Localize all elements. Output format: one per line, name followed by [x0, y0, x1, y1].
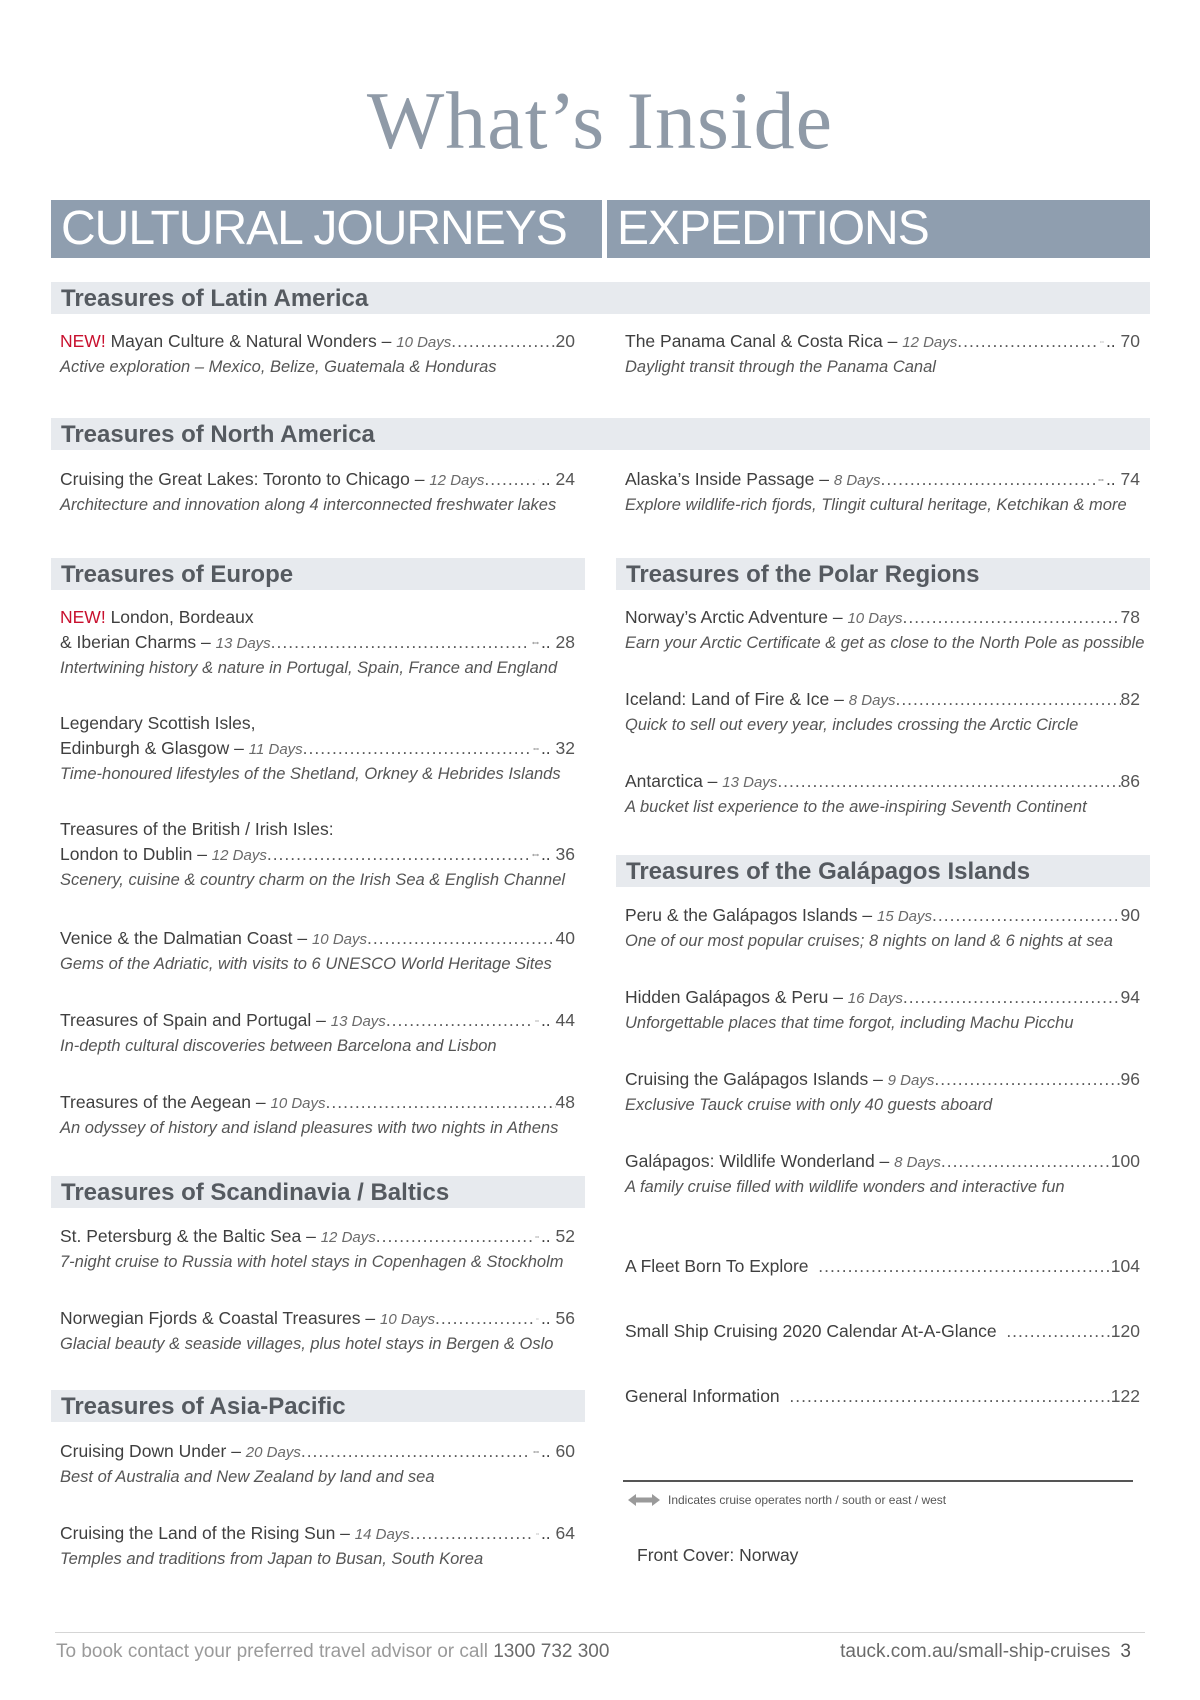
cruise-description: Scenery, cuisine & country charm on the Irish Sea & English Channel — [60, 871, 566, 889]
cruise-description: Unforgettable places that time forgot, including Machu Picchu — [625, 1014, 1074, 1032]
double-arrow-icon — [536, 1313, 539, 1325]
leader-dots — [881, 467, 1097, 492]
cruise-name: Iceland: Land of Fire & Ice — [625, 689, 830, 709]
cruise-description: Best of Australia and New Zealand by land and sea — [60, 1468, 435, 1486]
cruise-name-line1: Treasures of the British / Irish Isles: — [60, 819, 334, 839]
section-europe: Treasures of Europe — [51, 558, 585, 590]
cruise-name: St. Petersburg & the Baltic Sea — [60, 1226, 302, 1246]
double-arrow-icon — [533, 743, 539, 755]
page-number: 20 — [555, 331, 575, 351]
cruise-name: Hidden Galápagos & Peru — [625, 987, 829, 1007]
entry-scottish-isles[interactable]: Legendary Scottish Isles, Edinburgh & Glasgow – 11 Days ..... .. 32 Time-honoured lifestyles of the Shetland, Orkney & Hebrides Islands — [60, 711, 575, 786]
cruise-days: 10 Days — [270, 1095, 326, 1112]
cruise-description: Exclusive Tauck cruise with only 40 guests aboard — [625, 1096, 993, 1114]
footer-phone[interactable]: 1300 732 300 — [493, 1641, 610, 1662]
cruise-days: 10 Days — [847, 610, 903, 627]
page-number: 28 — [555, 632, 575, 652]
leader-dots — [386, 1008, 533, 1033]
leader-dots — [777, 769, 1120, 794]
page-number: 48 — [555, 1092, 575, 1112]
leader-dots — [367, 926, 556, 951]
divider — [623, 1480, 1133, 1482]
cruise-name: Norway’s Arctic Adventure — [625, 607, 828, 627]
footer-right — [840, 1641, 1131, 1663]
cruise-description: Daylight transit through the Panama Canal — [625, 358, 936, 376]
section-name: Small Ship Cruising 2020 Calendar At-A-Glance — [625, 1321, 997, 1341]
double-arrow-icon — [628, 1494, 660, 1506]
entry-norwegian-fjords[interactable]: Norwegian Fjords & Coastal Treasures – 10 Days ..... .. 56 Glacial beauty & seaside villages, plus hotel stays in Bergen & Oslo — [60, 1306, 575, 1356]
cruise-days: 13 Days — [215, 635, 271, 652]
double-arrow-icon — [1100, 336, 1104, 348]
footer-contact-text: To book contact your preferred travel advisor or call — [56, 1641, 488, 1662]
entry-peru-galapagos[interactable]: Peru & the Galápagos Islands – 15 Days ..... 90 One of our most popular cruises; 8 nights on land & 6 nights at sea — [625, 903, 1140, 953]
entry-rising-sun[interactable]: Cruising the Land of the Rising Sun – 14 Days ..... .. 64 Temples and traditions from Japan to Busan, South Korea — [60, 1521, 575, 1571]
double-arrow-icon — [535, 1015, 539, 1027]
cruise-days: 8 Days — [848, 692, 896, 709]
cruise-days: 13 Days — [722, 774, 778, 791]
page-number: 52 — [555, 1226, 575, 1246]
entry-iceland[interactable]: Iceland: Land of Fire & Ice – 8 Days ..... 82 Quick to sell out every year, includes crossing the Arctic Circle — [625, 687, 1140, 737]
page-number: 90 — [1120, 905, 1140, 925]
cruise-name-line1: Legendary Scottish Isles, — [60, 713, 256, 733]
leader-dots — [1006, 1319, 1110, 1344]
page-number: 64 — [555, 1523, 575, 1543]
cruise-name-line2: & Iberian Charms — [60, 632, 197, 652]
leader-dots — [895, 687, 1120, 712]
cruise-description: Earn your Arctic Certificate & get as close to the North Pole as possible — [625, 634, 1145, 652]
cruise-name: The Panama Canal & Costa Rica — [625, 331, 883, 351]
leader-dots — [376, 1224, 533, 1249]
entry-panama-canal[interactable]: The Panama Canal & Costa Rica – 12 Days ..... .. 70 Daylight transit through the Panama Canal — [625, 329, 1140, 379]
cruise-days: 9 Days — [887, 1072, 935, 1089]
leader-dots — [326, 1090, 556, 1115]
leader-dots — [435, 1306, 534, 1331]
cruise-name: Cruising Down Under — [60, 1441, 227, 1461]
cruise-days: 20 Days — [245, 1444, 301, 1461]
footer-divider — [55, 1632, 1145, 1633]
leader-dots — [267, 842, 530, 867]
cruise-days: 10 Days — [396, 334, 452, 351]
cruise-name-line2: London to Dublin — [60, 844, 193, 864]
cruise-description: One of our most popular cruises; 8 nights on land & 6 nights at sea — [625, 932, 1113, 950]
double-arrow-icon — [532, 849, 539, 861]
page-number: 82 — [1120, 689, 1140, 709]
cruise-name-line2: Edinburgh & Glasgow — [60, 738, 230, 758]
cruise-description: 7-night cruise to Russia with hotel stays in Copenhagen & Stockholm — [60, 1253, 564, 1271]
page-number: 24 — [555, 469, 575, 489]
entry-mayan-culture[interactable]: NEW! Mayan Culture & Natural Wonders – 10 Days ..... 20 Active exploration – Mexico, Belize, Guatemala & Honduras — [60, 329, 575, 379]
new-badge: NEW! — [60, 607, 106, 627]
cruise-name: Mayan Culture & Natural Wonders — [110, 331, 377, 351]
page-number: 44 — [555, 1010, 575, 1030]
page-number: 86 — [1120, 771, 1140, 791]
cruise-description: An odyssey of history and island pleasures with two nights in Athens — [60, 1119, 559, 1137]
cruise-description: Intertwining history & nature in Portugal, Spain, France and England — [60, 659, 558, 677]
cruise-days: 10 Days — [380, 1311, 436, 1328]
leader-dots — [410, 1521, 534, 1546]
entry-down-under[interactable]: Cruising Down Under – 20 Days ..... .. 60 Best of Australia and New Zealand by land and sea — [60, 1439, 575, 1489]
entry-london-bordeaux[interactable]: NEW! London, Bordeaux & Iberian Charms – 13 Days ..... .. 28 Intertwining history & nature in Portugal, Spain, France and England — [60, 605, 575, 680]
leader-dots — [902, 605, 1120, 630]
cruise-days: 12 Days — [320, 1229, 376, 1246]
cruise-description: Architecture and innovation along 4 interconnected freshwater lakes — [60, 496, 557, 514]
cruise-name: Cruising the Great Lakes: Toronto to Chicago — [60, 469, 410, 489]
section-scandinavia-baltics: Treasures of Scandinavia / Baltics — [51, 1176, 585, 1208]
cruise-description: Active exploration – Mexico, Belize, Guatemala & Honduras — [60, 358, 497, 376]
entry-fleet-born-to-explore[interactable] — [625, 1254, 1140, 1279]
entry-general-information[interactable] — [625, 1384, 1140, 1409]
entry-aegean[interactable]: Treasures of the Aegean – 10 Days ..... 48 An odyssey of history and island pleasures with two nights in Athens — [60, 1090, 575, 1140]
cruise-name: Cruising the Galápagos Islands — [625, 1069, 869, 1089]
cruise-name: Galápagos: Wildlife Wonderland — [625, 1151, 875, 1171]
entry-antarctica[interactable]: Antarctica – 13 Days ..... 86 A bucket list experience to the awe-inspiring Seventh Continent — [625, 769, 1140, 819]
leader-dots — [903, 985, 1121, 1010]
page-number: 56 — [555, 1308, 575, 1328]
cruise-days: 8 Days — [894, 1154, 941, 1171]
new-badge: NEW! — [60, 331, 106, 351]
section-latin-america: Treasures of Latin America — [51, 282, 1150, 314]
cruise-days: 10 Days — [311, 931, 367, 948]
footer-contact — [56, 1641, 609, 1663]
cruise-description: Temples and traditions from Japan to Busan, South Korea — [60, 1550, 484, 1568]
cruise-name: Treasures of Spain and Portugal — [60, 1010, 312, 1030]
cruise-description: In-depth cultural discoveries between Barcelona and Lisbon — [60, 1037, 497, 1055]
leader-dots — [941, 1149, 1111, 1174]
cruise-description: Time-honoured lifestyles of the Shetland, Orkney & Hebrides Islands — [60, 765, 561, 783]
leader-dots — [484, 467, 535, 492]
page-number: 120 — [1110, 1321, 1140, 1341]
cruise-name: Treasures of the Aegean — [60, 1092, 252, 1112]
cruise-description: Quick to sell out every year, includes crossing the Arctic Circle — [625, 716, 1079, 734]
entry-hidden-galapagos[interactable]: Hidden Galápagos & Peru – 16 Days ..... 94 Unforgettable places that time forgot, including Machu Picchu — [625, 985, 1140, 1035]
double-arrow-icon — [536, 1528, 539, 1540]
cruise-name: Alaska’s Inside Passage — [625, 469, 815, 489]
section-name: General Information — [625, 1386, 780, 1406]
cruise-days: 16 Days — [847, 990, 903, 1007]
cruise-name: Peru & the Galápagos Islands — [625, 905, 858, 925]
page-number: 70 — [1120, 331, 1140, 351]
leader-dots — [818, 1254, 1111, 1279]
legend-text: Indicates cruise operates north / south or east / west — [668, 1493, 947, 1507]
banner-expeditions: EXPEDITIONS — [607, 200, 1150, 258]
leader-dots — [271, 630, 530, 655]
cruise-name: Cruising the Land of the Rising Sun — [60, 1523, 336, 1543]
cruise-description: A bucket list experience to the awe-inspiring Seventh Continent — [625, 798, 1087, 816]
page-number: 60 — [555, 1441, 575, 1461]
section-asia-pacific: Treasures of Asia-Pacific — [51, 1390, 585, 1422]
leader-dots — [303, 736, 531, 761]
footer-url[interactable]: tauck.com.au/small-ship-cruises — [840, 1641, 1111, 1662]
entry-great-lakes[interactable]: Cruising the Great Lakes: Toronto to Chicago – 12 Days ..... .. 24 Architecture and innovation along 4 interconnected freshwater lakes — [60, 467, 575, 517]
cruise-days: 14 Days — [354, 1526, 410, 1543]
entry-petersburg-baltic[interactable]: St. Petersburg & the Baltic Sea – 12 Days ..... .. 52 7-night cruise to Russia with hotel stays in Copenhagen & Stockholm — [60, 1224, 575, 1274]
footer-page-number: 3 — [1120, 1641, 1131, 1662]
cruise-name: Venice & the Dalmatian Coast — [60, 928, 293, 948]
page-number: 36 — [555, 844, 575, 864]
leader-dots — [957, 329, 1098, 354]
entry-cruising-galapagos[interactable]: Cruising the Galápagos Islands – 9 Days ..... 96 Exclusive Tauck cruise with only 40 guests aboard — [625, 1067, 1140, 1117]
leader-dots — [301, 1439, 531, 1464]
cruise-description: Glacial beauty & seaside villages, plus hotel stays in Bergen & Oslo — [60, 1335, 554, 1353]
entry-wildlife-wonderland[interactable]: Galápagos: Wildlife Wonderland – 8 Days ..... 100 A family cruise filled with wildlife wonders and interactive fun — [625, 1149, 1140, 1199]
section-galapagos: Treasures of the Galápagos Islands — [616, 855, 1150, 887]
cruise-days: 13 Days — [330, 1013, 386, 1030]
banner-cultural-journeys: CULTURAL JOURNEYS — [51, 200, 602, 258]
entry-calendar-at-a-glance[interactable] — [625, 1319, 1140, 1344]
cruise-name-line1: London, Bordeaux — [110, 607, 254, 627]
cruise-days: 12 Days — [211, 847, 267, 864]
entry-spain-portugal[interactable]: Treasures of Spain and Portugal – 13 Days ..... .. 44 In-depth cultural discoveries between Barcelona and Lisbon — [60, 1008, 575, 1058]
page-number: 96 — [1120, 1069, 1140, 1089]
section-north-america: Treasures of North America — [51, 418, 1150, 450]
cruise-days: 12 Days — [429, 472, 485, 489]
direction-legend — [628, 1493, 946, 1507]
leader-dots — [789, 1384, 1110, 1409]
double-arrow-icon — [538, 474, 539, 486]
cruise-days: 12 Days — [902, 334, 958, 351]
cruise-days: 11 Days — [248, 741, 303, 758]
cruise-description: A family cruise filled with wildlife wonders and interactive fun — [625, 1178, 1065, 1196]
section-polar-regions: Treasures of the Polar Regions — [616, 558, 1150, 590]
double-arrow-icon — [1098, 474, 1104, 486]
page-number: 94 — [1120, 987, 1140, 1007]
page-number: 40 — [555, 928, 575, 948]
front-cover-caption: Front Cover: Norway — [637, 1545, 799, 1565]
leader-dots — [451, 329, 555, 354]
page-number: 78 — [1120, 607, 1140, 627]
entry-british-irish-isles[interactable]: Treasures of the British / Irish Isles: London to Dublin – 12 Days ..... .. 36 Scenery, cuisine & country charm on the Irish Sea & English Channel — [60, 817, 575, 892]
page-title: What’s Inside — [366, 75, 834, 166]
cruise-name: Norwegian Fjords & Coastal Treasures — [60, 1308, 361, 1328]
double-arrow-icon — [533, 1446, 539, 1458]
double-arrow-icon — [535, 1231, 539, 1243]
page-number: 100 — [1110, 1151, 1140, 1171]
entry-norway-arctic[interactable]: Norway’s Arctic Adventure – 10 Days ..... 78 Earn your Arctic Certificate & get as close to the North Pole as possible — [625, 605, 1140, 655]
cruise-days: 15 Days — [876, 908, 933, 925]
cruise-name: Antarctica — [625, 771, 703, 791]
page-number: 104 — [1110, 1256, 1140, 1276]
leader-dots — [934, 1067, 1120, 1092]
leader-dots — [932, 903, 1121, 928]
page-number: 32 — [555, 738, 575, 758]
page-number: 74 — [1120, 469, 1140, 489]
entry-venice-dalmatian[interactable]: Venice & the Dalmatian Coast – 10 Days ..... 40 Gems of the Adriatic, with visits to 6 UNESCO World Heritage Sites — [60, 926, 575, 976]
cruise-days: 8 Days — [833, 472, 881, 489]
page-number: 122 — [1110, 1386, 1140, 1406]
section-name: A Fleet Born To Explore — [625, 1256, 809, 1276]
entry-alaska[interactable]: Alaska’s Inside Passage – 8 Days ..... .. 74 Explore wildlife-rich fjords, Tlingit cultural heritage, Ketchikan & more — [625, 467, 1140, 517]
cruise-description: Gems of the Adriatic, with visits to 6 UNESCO World Heritage Sites — [60, 955, 552, 973]
double-arrow-icon — [532, 637, 539, 649]
cruise-description: Explore wildlife-rich fjords, Tlingit cultural heritage, Ketchikan & more — [625, 496, 1127, 514]
